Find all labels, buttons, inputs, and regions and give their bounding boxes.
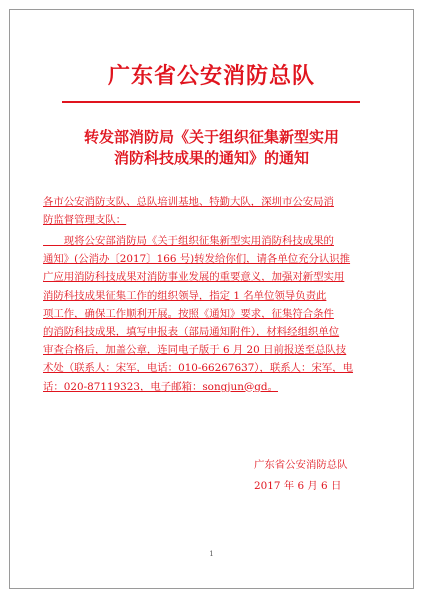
body-line: 术处（联系人：宋军，电话：010-66267637），联系人：宋军，电 [43,362,354,375]
signoff-date: 2017 年 6 月 6 日 [254,480,342,492]
document-page [9,9,414,589]
signoff-organization: 广东省公安消防总队 [254,459,348,471]
body-paragraph [43,232,378,396]
body-line: 通知》(公消办〔2017〕166 号)转发给你们，请各单位充分认识推 [43,253,351,266]
body-line: 审查合格后，加盖公章，连同电子版于 6 月 20 日前报送至总队技 [43,344,347,357]
body-line: 现将公安部消防局《关于组织征集新型实用消防科技成果的 [43,235,334,247]
body-line: 的消防科技成果，填写申报表（部局通知附件），材料经组织单位 [43,325,340,338]
title-line-2: 消防科技成果的通知》的通知 [113,149,309,167]
body-line: 话：020-87119323，电子邮箱：songjun@gd。 [43,380,278,393]
header-rule [62,101,360,103]
addressee [43,193,378,229]
body-line: 广应用消防科技成果对消防事业发展的重要意义，加强对新型实用 [43,271,345,284]
body-line: 项工作，确保工作顺利开展。按照《通知》要求，征集符合条件 [43,307,334,320]
page-number: 1 [209,550,214,558]
document-title [10,127,413,169]
addressee-line: 防监督管理支队： [43,214,127,227]
addressee-line: 各市公安消防支队、总队培训基地、特勤大队，深圳市公安局消 [43,196,334,208]
body-line: 消防科技成果征集工作的组织领导，指定 1 名单位领导负责此 [43,289,327,302]
title-line-1: 转发部消防局《关于组织征集新型实用 [83,128,339,146]
document-header: 广东省公安消防总队 [107,63,315,89]
